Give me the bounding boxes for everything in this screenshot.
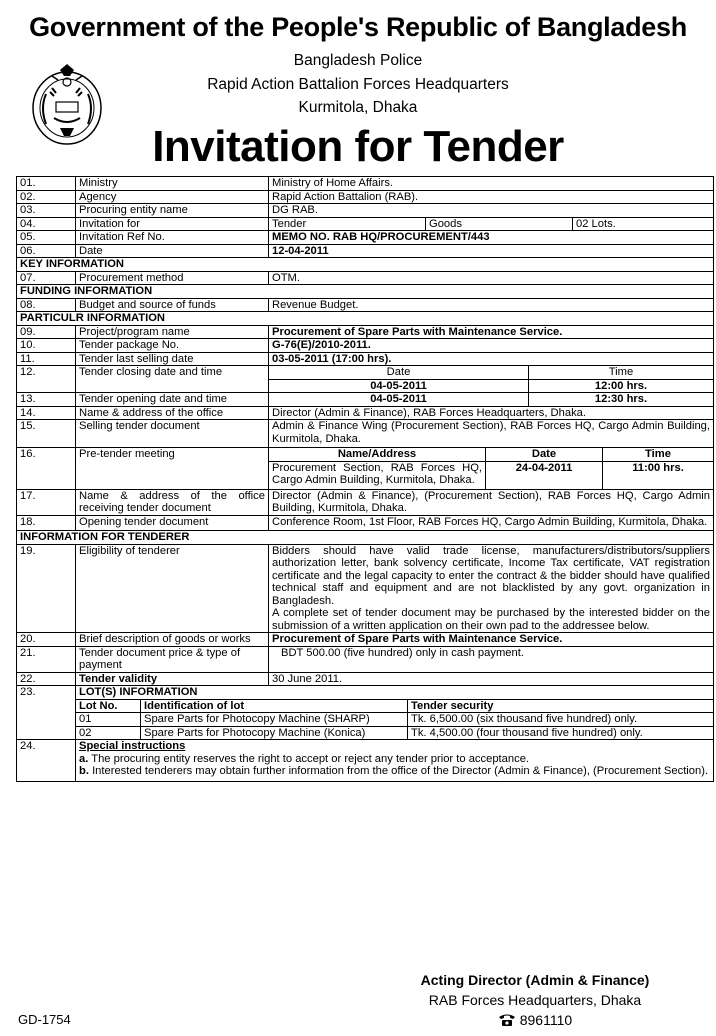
instruction-b [79, 765, 710, 778]
table-row [17, 190, 714, 204]
row-number: 14. [17, 406, 76, 420]
table-row [17, 686, 714, 740]
closing-datetime-subtable [269, 366, 713, 392]
row-label: Procuring entity name [76, 204, 269, 218]
location-line: Kurmitola, Dhaka [298, 99, 418, 116]
table-row [17, 544, 714, 633]
row-label: Project/program name [76, 325, 269, 339]
eligibility-cell [269, 544, 714, 633]
phone-line [360, 1012, 710, 1028]
row-value: Conference Room, 1st Floor, RAB Forces HQ, Cargo Admin Building, Kurmitola, Dhaka. [269, 515, 714, 531]
closing-date: 04-05-2011 [269, 379, 529, 392]
row-value: 30 June 2011. [269, 672, 714, 686]
row-number: 16. [17, 448, 76, 490]
row-label: Invitation Ref No. [76, 231, 269, 245]
row-number: 10. [17, 339, 76, 353]
tender-table [16, 176, 714, 782]
lots-table [76, 700, 713, 740]
table-row [17, 740, 714, 782]
table-row [17, 393, 714, 407]
lot-row [76, 713, 713, 727]
row-value: BDT 500.00 (five hundred) only in cash payment. [269, 646, 714, 672]
row-value: Procurement of Spare Parts with Maintenance Service. [269, 633, 714, 647]
eligibility-text: Bidders should have valid trade license, manufacturers/distributors/suppliers authorization letter, bank solvency certificate, Income Tax certificate, VAT registration certificate and the legal capacity to enter the contract & the bidder should have qualified technical staff and equipment and are not blacklisted by any govt. organization in Bangladesh. [272, 544, 710, 607]
row-number: 17. [17, 489, 76, 515]
row-value: Procurement of Spare Parts with Maintenance Service. [269, 325, 714, 339]
meeting-place: Procurement Section, RAB Forces HQ, Cargo Admin Building, Kurmitola, Dhaka. [269, 461, 486, 489]
row-label: Tender opening date and time [76, 393, 269, 407]
signatory-org: RAB Forces Headquarters, Dhaka [428, 992, 642, 1008]
lot-no: 02 [76, 726, 141, 739]
lot-security: Tk. 6,500.00 (six thousand five hundred) only. [408, 713, 714, 727]
table-row [17, 352, 714, 366]
row-number: 03. [17, 204, 76, 218]
lot-security-header: Tender security [408, 700, 714, 713]
time-header: Time [603, 448, 714, 461]
table-row [17, 271, 714, 285]
government-title: Government of the People's Republic of Bangladesh [29, 12, 687, 42]
invitation-for-subtable [269, 218, 713, 231]
row-number: 08. [17, 298, 76, 312]
table-row [17, 406, 714, 420]
pre-tender-cell [269, 448, 714, 490]
row-label: Eligibility of tenderer [76, 544, 269, 633]
pre-tender-subtable [269, 448, 713, 489]
row-value: Rapid Action Battalion (RAB). [269, 190, 714, 204]
row-label: Brief description of goods or works [76, 633, 269, 647]
row-number: 07. [17, 271, 76, 285]
row-number: 24. [17, 740, 76, 782]
table-row [17, 231, 714, 245]
date-header: Date [269, 366, 529, 379]
row-value: Director (Admin & Finance), RAB Forces Headquarters, Dhaka. [269, 406, 714, 420]
row-value: Ministry of Home Affairs. [269, 177, 714, 191]
lots-title: LOT(S) INFORMATION [76, 686, 713, 700]
lot-no: 01 [76, 713, 141, 727]
closing-datetime-cell [269, 366, 714, 393]
row-number: 21. [17, 646, 76, 672]
section-header [17, 285, 714, 299]
instruction-a [79, 753, 710, 766]
closing-time: 12:00 hrs. [594, 379, 648, 392]
row-number: 12. [17, 366, 76, 393]
section-title: PARTICULR INFORMATION [17, 312, 714, 326]
phone-number: 8961110 [519, 1012, 573, 1028]
table-row [17, 204, 714, 218]
invitation-for-cell [269, 217, 714, 231]
police-seal-logo [30, 62, 104, 146]
row-value: MEMO NO. RAB HQ/PROCUREMENT/443 [269, 231, 714, 245]
opening-datetime-subtable [269, 393, 713, 406]
row-number: 13. [17, 393, 76, 407]
row-number: 18. [17, 515, 76, 531]
row-value: DG RAB. [269, 204, 714, 218]
table-row [17, 366, 714, 393]
section-header [17, 312, 714, 326]
table-row [17, 339, 714, 353]
row-value: OTM. [269, 271, 714, 285]
row-number: 09. [17, 325, 76, 339]
row-number: 22. [17, 672, 76, 686]
row-label: Tender validity [76, 672, 269, 686]
meeting-time: 11:00 hrs. [632, 461, 684, 474]
lot-id: Spare Parts for Photocopy Machine (Konica) [141, 726, 408, 739]
table-row [17, 325, 714, 339]
row-value: Director (Admin & Finance), (Procurement Section), RAB Forces HQ, Cargo Admin Building, Kurmitola, Dhaka. [269, 489, 714, 515]
row-label: Invitation for [76, 217, 269, 231]
row-label: Opening tender document [76, 515, 269, 531]
table-row [17, 244, 714, 258]
row-value: 03-05-2011 (17:00 hrs). [269, 352, 714, 366]
row-label: Tender package No. [76, 339, 269, 353]
row-label: Tender document price & type of payment [76, 646, 269, 672]
row-value: G-76(E)/2010-2011. [269, 339, 714, 353]
invitation-category: Goods [426, 218, 573, 231]
table-row [17, 177, 714, 191]
table-row [17, 672, 714, 686]
table-row [17, 448, 714, 490]
document-purchase-text: A complete set of tender document may be purchased by the interested bidder on the submission of a written application on their own pad to the addressee below. [272, 607, 710, 632]
section-title: KEY INFORMATION [17, 258, 714, 272]
row-number: 01. [17, 177, 76, 191]
gd-number: GD-1754 [18, 1012, 71, 1027]
page-title: Invitation for Tender [152, 122, 564, 171]
lots-cell [76, 686, 714, 740]
name-header: Name/Address [269, 448, 486, 461]
table-row [17, 298, 714, 312]
row-number: 05. [17, 231, 76, 245]
row-number: 02. [17, 190, 76, 204]
document-header [0, 0, 716, 176]
section-title: FUNDING INFORMATION [17, 285, 714, 299]
lot-id: Spare Parts for Photocopy Machine (SHARP) [141, 713, 408, 727]
row-number: 19. [17, 544, 76, 633]
special-instructions-cell [76, 740, 714, 782]
section-header [17, 258, 714, 272]
row-label: Tender closing date and time [76, 366, 269, 393]
date-header: Date [486, 448, 603, 461]
instruction-text: The procuring entity reserves the right to accept or reject any tender prior to acceptance. [91, 752, 530, 765]
table-row [17, 489, 714, 515]
instruction-tag: b. [79, 765, 89, 777]
table-row [17, 633, 714, 647]
lot-row [76, 726, 713, 739]
meeting-date: 24-04-2011 [486, 461, 603, 489]
opening-time: 12:30 hrs. [594, 393, 648, 405]
row-label: Ministry [76, 177, 269, 191]
table-row [17, 646, 714, 672]
row-value: Revenue Budget. [269, 298, 714, 312]
lot-no-header: Lot No. [76, 700, 141, 713]
row-number: 06. [17, 244, 76, 258]
row-label: Selling tender document [76, 420, 269, 448]
phone-icon [498, 1013, 516, 1026]
row-number: 20. [17, 633, 76, 647]
section-title: INFORMATION FOR TENDERER [17, 531, 714, 545]
row-number: 11. [17, 352, 76, 366]
instruction-text: Interested tenderers may obtain further information from the office of the Director (Admin & Finance), (Procurement Section). [92, 765, 709, 777]
row-value: 12-04-2011 [269, 244, 714, 258]
row-value: Admin & Finance Wing (Procurement Section), RAB Forces HQ, Cargo Admin Building, Kurmitola, Dhaka. [269, 420, 714, 448]
signatory-title: Acting Director (Admin & Finance) [420, 972, 650, 988]
row-label: Agency [76, 190, 269, 204]
hq-line: Rapid Action Battalion Forces Headquarters [207, 76, 509, 93]
time-header: Time [529, 366, 714, 379]
special-instructions-title: Special instructions [79, 740, 186, 752]
opening-datetime-cell [269, 393, 714, 407]
row-number: 23. [17, 686, 76, 740]
row-label: Name & address of the office [76, 406, 269, 420]
row-label: Procurement method [76, 271, 269, 285]
row-label: Name & address of the office receiving tender document [76, 489, 269, 515]
invitation-type: Tender [269, 218, 426, 231]
lot-security: Tk. 4,500.00 (four thousand five hundred) only. [411, 726, 643, 739]
row-label: Budget and source of funds [76, 298, 269, 312]
opening-date: 04-05-2011 [269, 393, 529, 406]
instruction-tag: a. [79, 752, 89, 765]
lot-id-header: Identification of lot [141, 700, 408, 713]
row-number: 04. [17, 217, 76, 231]
row-number: 15. [17, 420, 76, 448]
row-label: Tender last selling date [76, 352, 269, 366]
row-label: Pre-tender meeting [76, 448, 269, 490]
invitation-lots: 02 Lots. [576, 217, 616, 230]
police-line: Bangladesh Police [293, 52, 423, 69]
table-row [17, 420, 714, 448]
table-row [17, 217, 714, 231]
section-header [17, 531, 714, 545]
row-label: Date [76, 244, 269, 258]
table-row [17, 515, 714, 531]
